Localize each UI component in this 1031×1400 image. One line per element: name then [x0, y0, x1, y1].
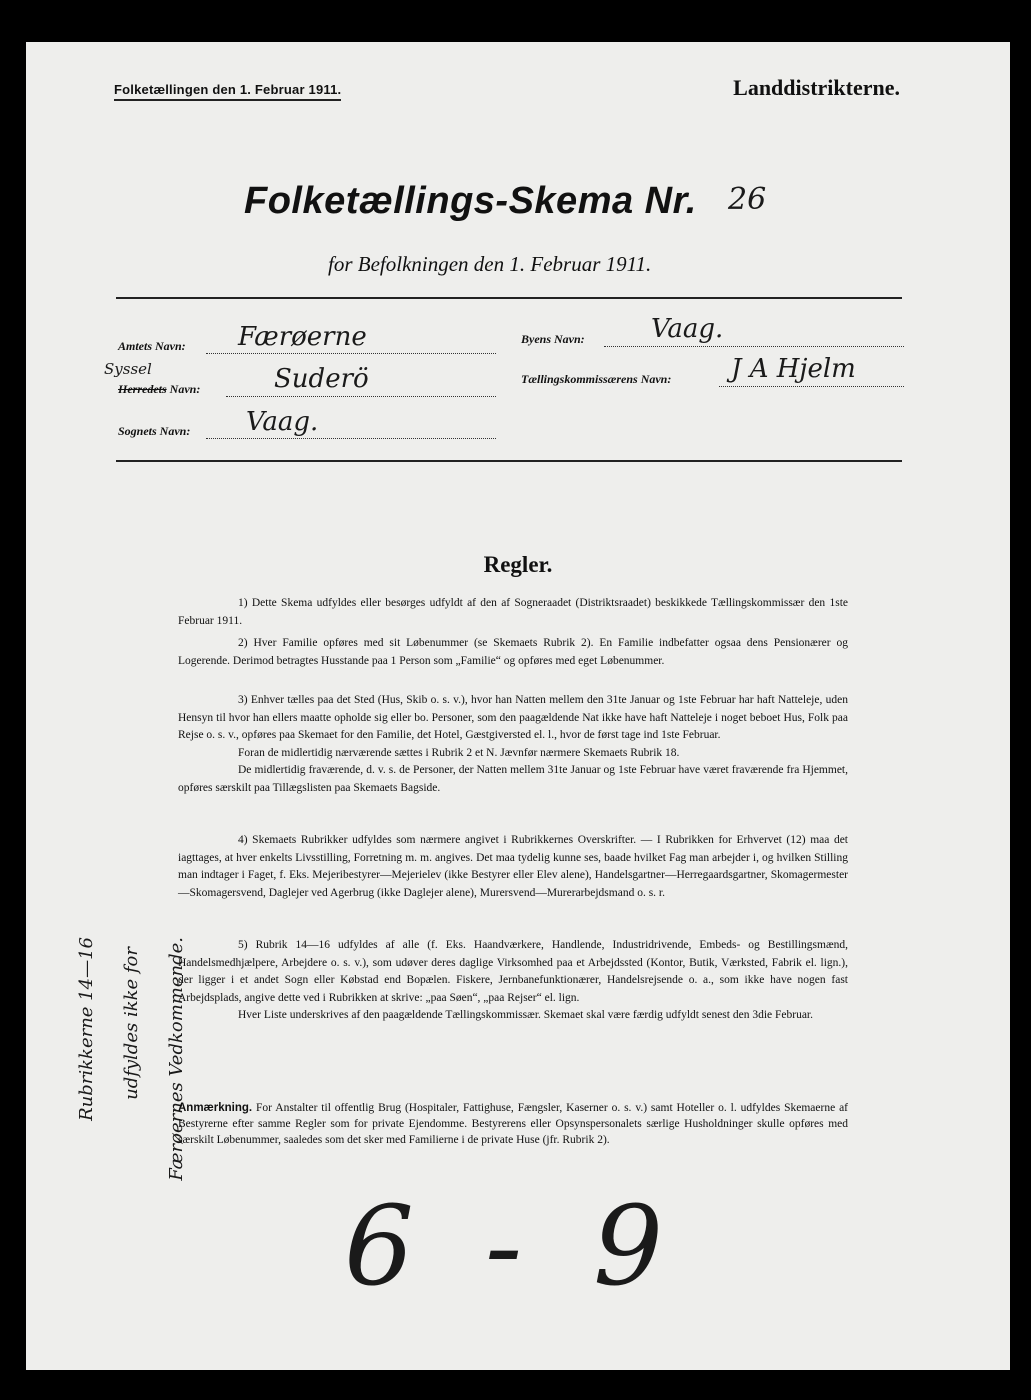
- side-note-3: Færøernes Vedkommende.: [166, 937, 187, 1181]
- header-district-type: Landdistrikterne.: [733, 75, 900, 100]
- rule-3-absent: De midlertidig fraværende, d. v. s. de Personer, der Natten mellem 31te Januar og 1ste Februar have været fraværende fra Hjemmet, opføres særskilt paa Tillægslisten paa Skemaets Bagside.: [178, 764, 848, 794]
- rule-3-text: 3) Enhver tælles paa det Sted (Hus, Skib o. s. v.), hvor han Natten mellem den 31te Januar og 1ste Februar har haft Natteleje, uden Hensyn til hvor han ellers maatte opholde sig eller bo. Personer, som den paagældende Nat ikke have haft Natteleje i noget beboet Hus, Folk paa Rejse o. s. v., opføres paa Skemaet for den Familie, det Hotel, Gæstgiversted el. l., hvor de først tage ind 1ste Februar.: [178, 694, 848, 741]
- rule-2-text: 2) Hver Familie opføres med sit Løbenummer (se Skemaets Rubrik 2). En Familie indbefatter ogsaa dens Pensionærer og Logerende. Derimod betragtes Husstande paa 1 Person som „Familie“ og opføres med eget Løbenummer.: [178, 637, 848, 667]
- form-subtitle: for Befolkningen den 1. Februar 1911.: [328, 252, 652, 276]
- remark: [178, 1100, 848, 1148]
- handwritten-range: 6 - 9: [344, 1182, 682, 1310]
- kommissaer-value: J A Hjelm: [731, 354, 856, 384]
- sogn-line: [206, 437, 496, 439]
- by-value: Vaag.: [651, 314, 724, 344]
- herred-label: [118, 382, 200, 397]
- by-line: [604, 345, 904, 347]
- rule-2: [178, 635, 848, 670]
- form-title: Folketællings-Skema Nr.: [244, 180, 697, 222]
- herred-label-rest: Navn:: [166, 382, 201, 396]
- rule-4: [178, 832, 848, 902]
- rule-1: [178, 595, 848, 630]
- divider-bottom: [116, 460, 902, 462]
- rule-3: [178, 692, 848, 797]
- header-census-date: Folketællingen den 1. Februar 1911.: [114, 82, 341, 101]
- remark-text: For Anstalter til offentlig Brug (Hospitaler, Fattighuse, Fængsler, Kaserner o. s. v.) samt Hoteller o. l. udfyldes Skemaerne af Bestyrerne efter samme Regler som for private Ejendomme. Bestyrerens eller Opsynspersonalets særlige Husholdninger skulle opføres med særskilt Løbenummer, saaledes som det sker med Familierne i de private Huse (jfr. Rubrik 2).: [178, 1102, 849, 1146]
- herred-correction: Syssel: [104, 360, 152, 378]
- side-note-2: udfyldes ikke for: [121, 947, 142, 1100]
- amt-value: Færøerne: [238, 322, 367, 352]
- sogn-label: Sognets Navn:: [118, 424, 191, 438]
- rule-5: [178, 937, 848, 1025]
- by-label: Byens Navn:: [521, 332, 585, 346]
- rules-heading: Regler.: [483, 552, 553, 577]
- side-notes: [76, 937, 216, 1207]
- sogn-value: Vaag.: [246, 407, 319, 437]
- remark-label: Anmærkning.: [178, 1102, 253, 1114]
- rule-5-signature: Hver Liste underskrives af den paagældende Tællingskommissær. Skemaet skal være færdig udfyldt senest den 3die Februar.: [238, 1009, 813, 1021]
- herred-line: [226, 395, 496, 397]
- amt-label: Amtets Navn:: [118, 339, 186, 353]
- rule-1-text: 1) Dette Skema udfyldes eller besørges udfyldt af den af Sogneraadet (Distriktsraadet) beskikkede Tællingskommissær den 1ste Februar 1911.: [178, 597, 848, 627]
- amt-line: [206, 352, 496, 354]
- divider-top: [116, 297, 902, 299]
- census-form-page: [26, 42, 1010, 1370]
- rule-3-nearby: Foran de midlertidig nærværende sættes i Rubrik 2 et N. Jævnfør nærmere Skemaets Rubrik 18.: [238, 746, 680, 759]
- side-note-1: Rubrikkerne 14—16: [76, 937, 97, 1121]
- kommissaer-line: [719, 385, 904, 387]
- kommissaer-label: Tællingskommissærens Navn:: [521, 372, 672, 386]
- rule-5-text: 5) Rubrik 14—16 udfyldes af alle (f. Eks. Haandværkere, Handlende, Industridrivende, Embeds- og Bestillingsmænd, Handelsmedhjælpere, Arbejdere o. s. v.), som udøver deres daglige Virksomhed paa et Arbejdssted (Kontor, Butik, Værksted, Fabrik el. lign.), der ligger i et andet Sogn eller Købstad end Bopælen. Fiskere, Jernbanefunktionærer, Handelsrejsende o. a., som ikke have nogen fast Arbejdsplads, angive dette ved i Rubrikken at skrive: „paa Søen“, „paa Rejser“ el. lign.: [178, 939, 848, 1004]
- herred-struck: Herredets: [118, 382, 167, 396]
- herred-value: Suderö: [274, 364, 369, 394]
- form-number: 26: [728, 182, 767, 217]
- rule-4-text: 4) Skemaets Rubrikker udfyldes som nærmere angivet i Rubrikkernes Overskrifter. — I Rubrikken for Erhvervet (12) maa det iagttages, at hver enkelts Livsstilling, Forretning m. m. angives. Det maa tydelig kunne ses, baade hvilket Fag man arbejder i, og hvilken Stilling man indtager i Faget, f. Eks. Mejeribestyrer—Mejerielev (ikke Bestyrer eller Elev alene), Handelsgartner—Herregaardsgartner, Skomagermester—Skomagersvend, Daglejer ved Agerbrug (ikke Daglejer alene), Murersvend—Murerarbejdsmand o. s. r.: [178, 834, 848, 899]
